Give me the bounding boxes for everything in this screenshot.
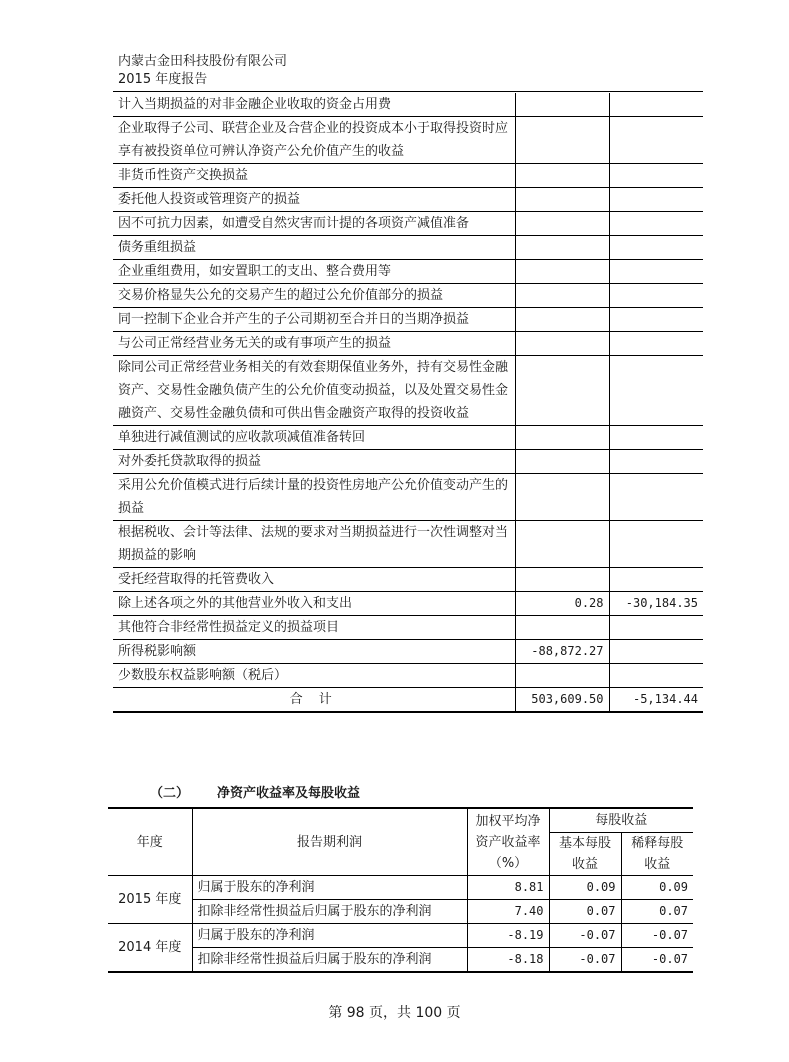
- roe-value: -8.19: [467, 924, 549, 948]
- table-row: [108, 948, 693, 973]
- current-period-value: [515, 426, 609, 450]
- prior-period-value: [609, 308, 703, 332]
- current-period-value: [515, 117, 609, 164]
- prior-period-value: [609, 450, 703, 474]
- row-label: 采用公允价值模式进行后续计量的投资性房地产公允价值变动产生的损益: [113, 474, 515, 521]
- prior-period-value: [609, 616, 703, 640]
- row-label: 同一控制下企业合并产生的子公司期初至合并日的当期净损益: [113, 308, 515, 332]
- total-prior: -5,134.44: [609, 688, 703, 713]
- table-row: [113, 616, 703, 640]
- row-label: 所得税影响额: [113, 640, 515, 664]
- table-row: [113, 260, 703, 284]
- header-basic-eps: 基本每股收益: [549, 833, 621, 876]
- header-roe: 加权平均净资产收益率（%）: [467, 808, 549, 876]
- current-period-value: [515, 474, 609, 521]
- total-label: 合 计: [113, 688, 515, 713]
- header-profit: 报告期利润: [192, 808, 467, 876]
- table-row: [108, 924, 693, 948]
- current-period-value: [515, 212, 609, 236]
- prior-period-value: [609, 117, 703, 164]
- current-period-value: [515, 450, 609, 474]
- prior-period-value: [609, 568, 703, 592]
- table-row: [113, 521, 703, 568]
- table-row: [113, 93, 703, 117]
- prior-period-value: [609, 332, 703, 356]
- row-label: 受托经营取得的托管费收入: [113, 568, 515, 592]
- table-row: [113, 212, 703, 236]
- table-row: [108, 900, 693, 924]
- row-label: 少数股东权益影响额（税后）: [113, 664, 515, 688]
- current-period-value: [515, 164, 609, 188]
- page-footer: 第 98 页，共 100 页: [328, 1005, 461, 1021]
- roe-value: 8.81: [467, 876, 549, 900]
- prior-period-value: [609, 426, 703, 450]
- current-period-value: [515, 356, 609, 426]
- current-period-value: [515, 284, 609, 308]
- table-row: [113, 474, 703, 521]
- company-name: 内蒙古金田科技股份有限公司: [118, 54, 288, 69]
- prior-period-value: [609, 356, 703, 426]
- table-row: [113, 284, 703, 308]
- row-label: 因不可抗力因素，如遭受自然灾害而计提的各项资产减值准备: [113, 212, 515, 236]
- current-period-value: [515, 93, 609, 117]
- row-label: 委托他人投资或管理资产的损益: [113, 188, 515, 212]
- header-rule: [113, 91, 703, 92]
- row-label: 除上述各项之外的其他营业外收入和支出: [113, 592, 515, 616]
- prior-period-value: [609, 474, 703, 521]
- prior-period-value: [609, 640, 703, 664]
- table-row: [113, 640, 703, 664]
- row-label: 根据税收、会计等法律、法规的要求对当期损益进行一次性调整对当期损益的影响: [113, 521, 515, 568]
- prior-period-value: [609, 521, 703, 568]
- row-label: 企业取得子公司、联营企业及合营企业的投资成本小于取得投资时应享有被投资单位可辨认净资产公允价值产生的收益: [113, 117, 515, 164]
- prior-period-value: [609, 93, 703, 117]
- roe-eps-table: [108, 807, 693, 973]
- section-heading: [150, 782, 360, 801]
- basic-eps-value: 0.07: [549, 900, 621, 924]
- current-period-value: [515, 308, 609, 332]
- basic-eps-value: 0.09: [549, 876, 621, 900]
- basic-eps-value: -0.07: [549, 948, 621, 973]
- prior-period-value: [609, 164, 703, 188]
- basic-eps-value: -0.07: [549, 924, 621, 948]
- profit-label: 归属于股东的净利润: [192, 924, 467, 948]
- non-recurring-gains-table: [113, 93, 703, 713]
- table-row: [113, 568, 703, 592]
- table-row: [108, 876, 693, 900]
- table-row: [113, 426, 703, 450]
- profit-label: 归属于股东的净利润: [192, 876, 467, 900]
- current-period-value: [515, 188, 609, 212]
- section-number: （二）: [150, 786, 190, 801]
- row-label: 对外委托贷款取得的损益: [113, 450, 515, 474]
- current-period-value: -88,872.27: [515, 640, 609, 664]
- current-period-value: [515, 521, 609, 568]
- row-label: 其他符合非经常性损益定义的损益项目: [113, 616, 515, 640]
- row-label: 除同公司正常经营业务相关的有效套期保值业务外，持有交易性金融资产、交易性金融负债产生的公允价值变动损益，以及处置交易性金融资产、交易性金融负债和可供出售金融资产取得的投资收益: [113, 356, 515, 426]
- current-period-value: [515, 260, 609, 284]
- current-period-value: 0.28: [515, 592, 609, 616]
- prior-period-value: [609, 260, 703, 284]
- profit-label: 扣除非经常性损益后归属于股东的净利润: [192, 948, 467, 973]
- total-current: 503,609.50: [515, 688, 609, 713]
- table-row: [113, 236, 703, 260]
- row-label: 交易价格显失公允的交易产生的超过公允价值部分的损益: [113, 284, 515, 308]
- row-label: 企业重组费用，如安置职工的支出、整合费用等: [113, 260, 515, 284]
- roe-value: -8.18: [467, 948, 549, 973]
- row-label: 非货币性资产交换损益: [113, 164, 515, 188]
- year-cell: 2015 年度: [108, 876, 192, 924]
- profit-label: 扣除非经常性损益后归属于股东的净利润: [192, 900, 467, 924]
- prior-period-value: [609, 284, 703, 308]
- diluted-eps-value: 0.09: [621, 876, 693, 900]
- diluted-eps-value: -0.07: [621, 948, 693, 973]
- header-year: 年度: [108, 808, 192, 876]
- table-row: [113, 664, 703, 688]
- diluted-eps-value: 0.07: [621, 900, 693, 924]
- current-period-value: [515, 664, 609, 688]
- table-row: [113, 188, 703, 212]
- diluted-eps-value: -0.07: [621, 924, 693, 948]
- section-title: 净资产收益率及每股收益: [217, 786, 361, 801]
- roe-value: 7.40: [467, 900, 549, 924]
- table-row: [113, 332, 703, 356]
- current-period-value: [515, 332, 609, 356]
- current-period-value: [515, 616, 609, 640]
- table-row: [113, 356, 703, 426]
- year-cell: 2014 年度: [108, 924, 192, 973]
- table-row: [113, 164, 703, 188]
- table-row: [113, 450, 703, 474]
- prior-period-value: [609, 664, 703, 688]
- row-label: 债务重组损益: [113, 236, 515, 260]
- page-header: [118, 53, 287, 89]
- report-title: 2015 年度报告: [118, 72, 208, 87]
- row-label: 单独进行减值测试的应收款项减值准备转回: [113, 426, 515, 450]
- header-eps: 每股收益: [549, 808, 693, 833]
- prior-period-value: [609, 212, 703, 236]
- current-period-value: [515, 236, 609, 260]
- header-diluted-eps: 稀释每股收益: [621, 833, 693, 876]
- prior-period-value: -30,184.35: [609, 592, 703, 616]
- prior-period-value: [609, 236, 703, 260]
- table-row: [113, 308, 703, 332]
- table-row: [113, 117, 703, 164]
- row-label: 计入当期损益的对非金融企业收取的资金占用费: [113, 93, 515, 117]
- prior-period-value: [609, 188, 703, 212]
- table-row: [113, 592, 703, 616]
- row-label: 与公司正常经营业务无关的或有事项产生的损益: [113, 332, 515, 356]
- total-row: [113, 688, 703, 713]
- current-period-value: [515, 568, 609, 592]
